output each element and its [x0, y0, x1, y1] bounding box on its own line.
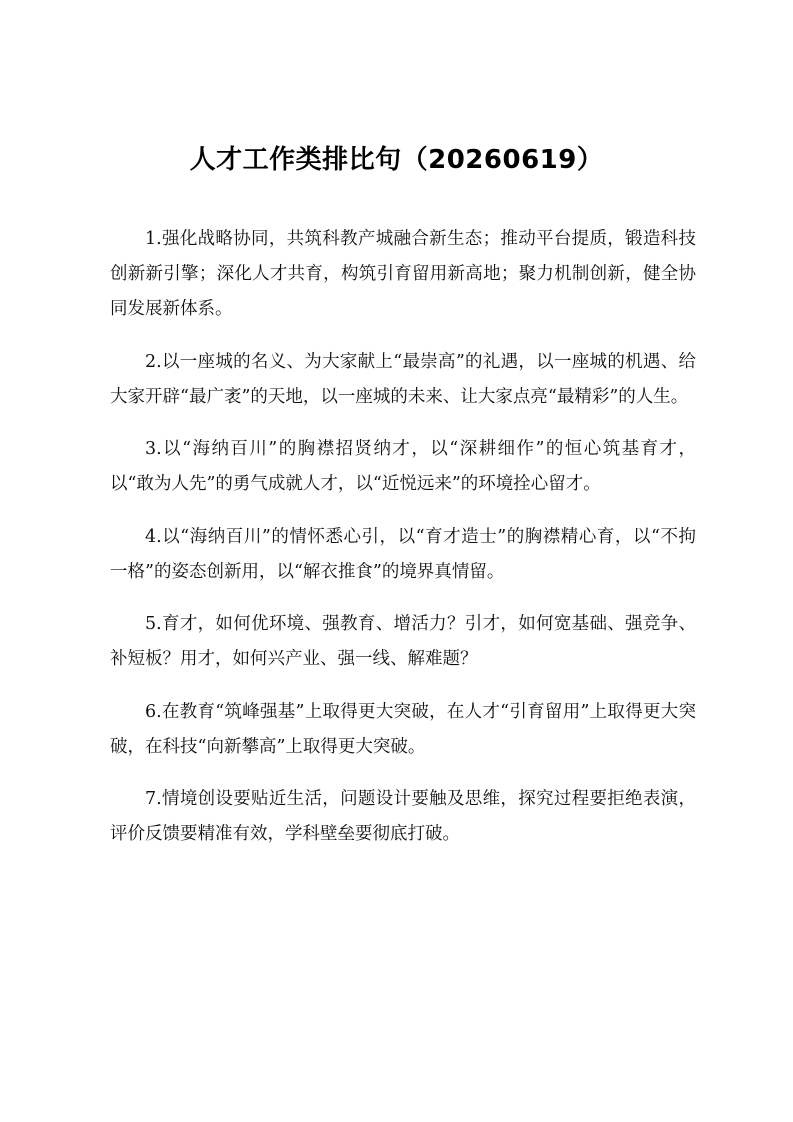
paragraph-2: 2.以一座城的名义、为大家献上“最崇高”的礼遇，以一座城的机遇、给大家开辟“最广袤”的天地，以一座城的未来、让大家点亮“最精彩”的人生。 — [110, 351, 696, 407]
paragraph-7: 7.情境创设要贴近生活，问题设计要触及思维，探究过程要拒绝表演，评价反馈要精准有效，学科壁垒要彻底打破。 — [110, 789, 696, 844]
paragraph-3: 3.以“海纳百川”的胸襟招贤纳才，以“深耕细作”的恒心筑基育才，以“敢为人先”的勇气成就人才，以“近悦远来”的环境拴心留才。 — [110, 439, 696, 494]
paragraph-6: 6.在教育“筑峰强基”上取得更大突破，在人才“引育留用”上取得更大突破，在科技“向新攀高”上取得更大突破。 — [110, 701, 696, 757]
paragraph-1: 1.强化战略协同，共筑科教产城融合新生态；推动平台提质，锻造科技创新新引擎；深化人才共育，构筑引育留用新高地；聚力机制创新，健全协同发展新体系。 — [110, 229, 696, 319]
document-title: 人才工作类排比句（20260619） — [189, 145, 604, 175]
paragraph-4: 4.以“海纳百川”的情怀悉心引，以“育才造士”的胸襟精心育，以“不拘一格”的姿态创新用，以“解衣推食”的境界真情留。 — [110, 526, 696, 582]
paragraph-5: 5.育才，如何优环境、强教育、增活力？引才，如何宽基础、强竞争、补短板？用才，如何兴产业、强一线、解难题？ — [110, 614, 696, 669]
document-body — [110, 222, 696, 870]
